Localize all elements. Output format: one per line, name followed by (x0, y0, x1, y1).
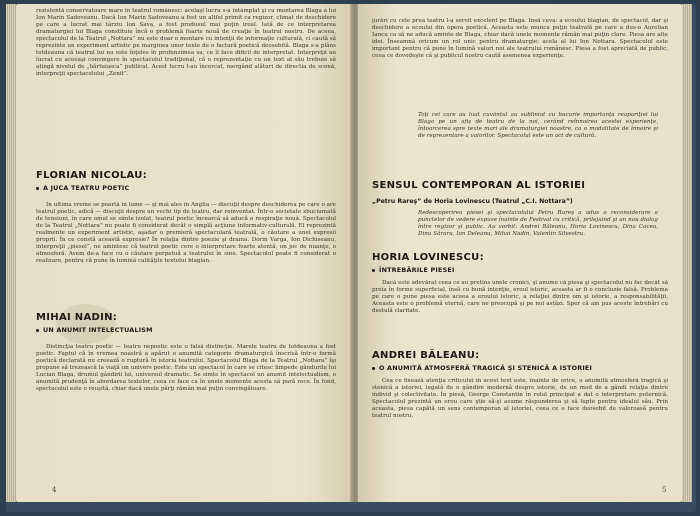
section-horia-lovinescu (372, 252, 668, 274)
section-author: ANDREI BĂLEANU: (372, 350, 480, 361)
bullet-icon (372, 269, 375, 272)
page-number: 4 (52, 486, 57, 494)
right-page-edge (682, 4, 692, 502)
section-author: FLORIAN NICOLAU: (36, 170, 148, 181)
bullet-icon (372, 367, 375, 370)
bullet-icon (36, 329, 39, 332)
section-mihai-nadin (36, 312, 336, 334)
section-florian-nicolau (36, 170, 336, 192)
section-subtitle: UN ANUMIT INTELECTUALISM (36, 326, 336, 334)
right-intro-paragraph: jurări cu cele prea teatru l-a servit excelent pe Blaga. Însă ceva: a ecoului blagian, de spectacol, dar şi deschidere a ecoului din opera poetică. Aceasta este munca puţin teatrală pe care a dus-o Aurelian Iancu ca să ne aducă aminte de Blaga, chiar dacă unele momente rămân mai puţin clare. Piesa are alte idei. Înseamnă oricum un rol unic pentru dramaturgie: acela al lui Ion Nottara. Spectacolul este important pentru că pune în lumină valori noi ale teatrului românesc. Piesa a fost apreciată de public, ceea ce dovedeşte că şi publicul nostru caută asemenea experienţe. (372, 18, 668, 59)
left-page (16, 4, 352, 502)
section-author: MIHAI NADIN: (36, 312, 118, 323)
play-credit: „Petru Rareş” de Horia Lovinescu (Teatrul „C.I. Nottara”) (372, 198, 573, 205)
section-body: Cea ce fixează atenţia criticului în acest text este, înainte de orice, o anumită atmosferă tragică şi stenică a istoriei, legată de o gândire modernă despre istorie, de un mod de a gândi relaţia dintre individ şi colectivitate. În piesă, George Constantin în rolul principal a dat o interpretare puternică. Spectacolul prezintă un erou care ştie să-şi asume răspunderea şi să lupte pentru idealul său. Prin aceasta, piesa capătă un sens contemporan al istoriei, ceea ce o face deosebit de valoroasă pentru teatrul nostru. (372, 378, 668, 419)
page-number: 5 (662, 486, 667, 494)
right-page (358, 4, 682, 502)
left-page-edge (6, 4, 16, 502)
section-body: În ultima vreme se poartă în lume — şi mai ales în Anglia — discuţii despre deschiderea pe care o are teatrul poetic, adică — discuţii despre un vechi tip de teatru, dar reinventat. Într-o societate zbuciumată de tensiuni, în care omul se simte izolat, teatrul poetic încearcă să aducă o respiraţie nouă. Spectacolul de la Teatrul „Nottara” nu poate fi considerat decât o simplă acţiune informativ-culturală. El reprezintă realmente un experiment artistic, aşadar o premieră spectaculară teatrală, o căutare a unei expresii proprii. În ce constă această expresie? În relaţia dintre poezie şi drama. Dorin Varga, Ion Dichiseanu, interpreţii „piesei”, ne amintesc că teatrul poetic cere o interpretare foarte atentă, un joc de nuanţe, o atmosferă. Avem de-a face cu o căutare perpetuă a teatrului în sine. Spectacolul poate fi considerat o realizare, pentru că pune în lumină calităţile textului blagian. (36, 202, 336, 264)
section-andrei-baleanu (372, 350, 668, 372)
section-author: HORIA LOVINESCU: (372, 252, 484, 263)
bullet-icon (36, 187, 39, 190)
editorial-quote: Toţi cei care au luat cuvântul au subliniat cu bucurie importanţa reapariţiei lui Blaga pe un afiş de teatru de la noi, cerând reînnoirea acestei experienţe, întoarcerea spre texte mari ale dramaturgiei noastre, ca o modalitate de înnoire şi de reprezentare a valorilor. Spectacolul este un act de cultură. (418, 112, 658, 139)
section-subtitle: ÎNTREBĂRILE PIESEI (372, 266, 668, 274)
section-subtitle: O ANUMITĂ ATMOSFERĂ TRAGICĂ ŞI STENICĂ A ISTORIEI (372, 364, 668, 372)
left-intro-paragraph: rezistentă conservatoare mare în teatrul românesc: acelaşi lucru s-a întâmplat şi cu montarea Blaga a lui Ion Marin Sadoveanu. Dacă Ion Marin Sadoveanu a fost un altfel primit ca regizor, climat de deschidere pe care a lucrat mai târziu Ion Sava, a fost produsul mai puţin ireal. Iată de ce interpretarea dramaturgiei lui Blaga constituie încă o problemă foarte nouă de creaţie în teatrul nostru. De aceea, spectacolul de la Teatrul „Nottara” nu este doar o montare cu intenţii de informaţie culturală, ci caută să reprezinte un experiment artistic pe marginea unor texte de o factură poetică deosebită. Blaga s-a plâns totdeauna că teatrul lui nu este înţeles în profunzimea sa, ce îl face dificil de interpretat. Interpreţii au lucrat cu aceeaşi convingere în spectacolul tradiţional, că o reprezentaţie cu un text al său trebuie să atingă nivelul de „hărtuiasca” publicul. Acest lucru l-au încercat, mergând alături de directia de scenă, interpreţii spectacolului „Zenit”. (36, 8, 336, 77)
section-body: Distincţia teatru poetic — teatru nepoetic este o falsă distincţie. Marele teatru de totdeauna a fost poetic. Faptul că în vremea noastră a apărut o anumită categorie dramaturgică înscrisă într-o formă poetică declarată nu creează o ruptură în istoria teatrului. Spectacolul Blaga de la Teatrul „Nottara” îşi propune să trezească la viaţă un univers poetic. Este un spectacol în care se citesc limpede gândurile lui Lucian Blaga, drumul gândirii lui, universul dramatic. Se simte în spectacol un anumit intelectualism, o anumită prudenţă în abordarea textelor, ceea ce face ca în unele momente acesta să pară rece. În fond, spectacolul este o reuşită, chiar dacă unele părţi rămân mai puţin convingătoare. (36, 344, 336, 392)
article-title: SENSUL CONTEMPORAN AL ISTORIEI (372, 180, 586, 191)
section-subtitle: A JUCA TEATRU POETIC (36, 184, 336, 192)
section-body: Dacă este adevărat ceea ce au pretins unele cronici, şi anume că piesa şi spectacolul nu fac decât să preia în forme superficial, însă cu bună intenţie, eroul istoric, aceasta ar fi o concluzie falsă. Problema pe care o pune piesa este aceea a eroului istoric, a relaţiei dintre om şi istorie, a responsabilităţii. Aceasta este o problemă eternă, care ne preocupă şi pe noi astăzi. Sper că am pus aceste întrebări cu destulă claritate. (372, 280, 668, 314)
play-note: Redescoperirea piesei şi spectacolului Petru Rareş a adus o reconsiderare a punctelor de vedere expuse înainte de Festival cu critică, prilejuind şi un nou dialog între regizor şi public. Au vorbit: Andrei Băleanu, Horia Lovinescu, Dina Cocea, Dinu Săraru, Ion Deleanu, Mihai Nadin, Valentin Silvestru. (418, 210, 658, 237)
